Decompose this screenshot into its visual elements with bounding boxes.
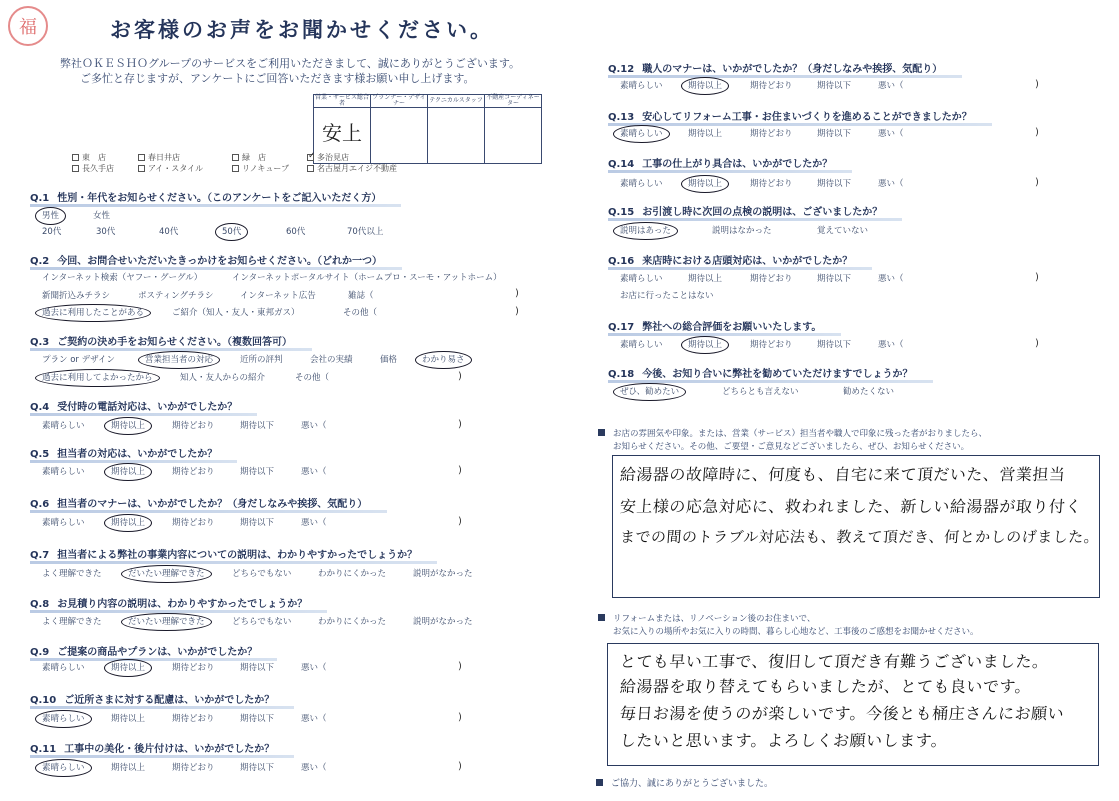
q1-option-female[interactable]: 女性: [93, 211, 111, 221]
understand-option-selected[interactable]: だいたい理解できた: [128, 615, 205, 627]
branch-checkbox[interactable]: [138, 152, 180, 163]
rating-option[interactable]: 期待どおり: [172, 714, 215, 724]
close-paren: ): [1035, 79, 1039, 90]
branch-label: 東 店: [82, 153, 106, 162]
question-11: Q.11 工事中の美化・後片付けは、いかがでしたか？: [30, 740, 274, 755]
q15-option[interactable]: 覚えていない: [817, 226, 869, 236]
question-15: Q.15 お引渡し時に次回の点検の説明は、ございましたか？: [608, 203, 882, 218]
rating-option-selected[interactable]: 素晴らしい: [620, 127, 663, 139]
q2-option[interactable]: ご紹介（知人・友人・東邦ガス）: [172, 308, 300, 318]
rating-option[interactable]: 期待以下: [817, 179, 852, 189]
footer-thanks: ご協力、誠にありがとうございました。: [596, 776, 773, 789]
question-14: Q.14 工事の仕上がり具合は、いかがでしたか？: [608, 155, 832, 170]
q1-option-male[interactable]: 男性: [42, 209, 59, 221]
rating-option-selected[interactable]: 期待以上: [688, 338, 722, 350]
branch-checkbox[interactable]: [232, 163, 289, 174]
close-paren: ): [458, 712, 462, 723]
rating-option[interactable]: 素晴らしい: [42, 421, 85, 431]
understand-option[interactable]: どちらでもない: [232, 617, 292, 627]
branch-label: 名古屋月エイジ不動産: [317, 164, 397, 173]
rating-option[interactable]: 素晴らしい: [42, 467, 85, 477]
company-seal: 福: [8, 6, 48, 46]
understand-option-selected[interactable]: だいたい理解できた: [128, 567, 205, 579]
rating-option-selected[interactable]: 期待以上: [111, 419, 145, 431]
comment-1-line: 安上様の応急対応に、救われました、新しい給湯器が取り付く: [619, 497, 1083, 516]
q1-age-20[interactable]: 20代: [42, 227, 62, 237]
q2-option[interactable]: インターネット広告: [240, 291, 316, 301]
comment-1-line: までの間のトラブル対応法も、教えて頂だき、何とかしのげました。: [619, 528, 1100, 546]
branch-label: 緑 店: [242, 153, 266, 162]
rating-option[interactable]: 悪い（: [301, 518, 327, 528]
rating-option[interactable]: 期待以下: [240, 763, 275, 773]
rating-option-selected[interactable]: 期待以上: [111, 465, 145, 477]
checkbox-icon: [72, 154, 79, 161]
q3-option[interactable]: 会社の実績: [310, 355, 353, 365]
q3-option[interactable]: その他（: [295, 373, 330, 383]
comment-2-line: 給湯器を取り替えてもらいましたが、とても良いです。: [619, 677, 1032, 696]
question-3: Q.3 ご契約の決め手をお知らせください。（複数回答可）: [30, 333, 292, 348]
understand-option[interactable]: 説明がなかった: [413, 569, 473, 579]
comment-2-line: とても早い工事で、復旧して頂だき有難うございました。: [619, 652, 1050, 671]
q18-option[interactable]: どちらとも言えない: [722, 387, 799, 397]
rating-option[interactable]: 期待どおり: [750, 179, 793, 189]
rating-option[interactable]: 悪い（: [301, 467, 327, 477]
rating-option[interactable]: 期待以下: [240, 467, 275, 477]
close-paren: ): [458, 516, 462, 527]
branch-label: アイ・スタイル: [148, 164, 204, 173]
q2-option[interactable]: その他（: [343, 308, 378, 318]
rating-option[interactable]: 期待以下: [240, 663, 275, 673]
rating-option[interactable]: 悪い（: [301, 763, 327, 773]
checkbox-icon: [72, 165, 79, 172]
q2-option[interactable]: ポスティングチラシ: [138, 291, 214, 301]
rating-option[interactable]: 期待以下: [817, 129, 852, 139]
close-paren: ): [458, 419, 462, 430]
rating-option[interactable]: 素晴らしい: [620, 81, 663, 91]
rating-option[interactable]: 素晴らしい: [620, 274, 663, 284]
checkbox-icon: [138, 165, 145, 172]
rating-option-selected[interactable]: 期待以上: [688, 177, 722, 189]
rating-option-selected[interactable]: 素晴らしい: [42, 761, 85, 773]
branch-checkbox[interactable]: [232, 152, 266, 163]
branch-checkbox[interactable]: [307, 163, 397, 174]
q2-option-selected[interactable]: 過去に利用したことがある: [42, 306, 144, 318]
close-paren: ): [458, 465, 462, 476]
q3-option[interactable]: 価格: [380, 355, 398, 365]
question-9: Q.9 ご提案の商品やプランは、いかがでしたか？: [30, 643, 257, 658]
staff-name-technical[interactable]: [428, 108, 485, 164]
rating-option[interactable]: 期待以上: [688, 129, 723, 139]
rating-option[interactable]: 期待以下: [817, 340, 852, 350]
close-paren: ): [1035, 127, 1039, 138]
branch-label: 春日井店: [148, 153, 180, 162]
rating-option[interactable]: 期待どおり: [172, 518, 215, 528]
question-13: Q.13 安心してリフォーム工事・お住まいづくりを進めることができましたか？: [608, 108, 972, 123]
staff-col-sales: 営業・サービス総合者: [314, 94, 369, 107]
q1-age-70[interactable]: 70代以上: [347, 227, 384, 237]
question-8: Q.8 お見積り内容の説明は、わかりやすかったでしょうか？: [30, 595, 307, 610]
bullet-square-icon: [598, 429, 605, 436]
branch-checkbox[interactable]: [72, 163, 114, 174]
rating-option[interactable]: 期待どおり: [750, 81, 793, 91]
close-paren: ): [515, 306, 519, 317]
rating-option[interactable]: 期待以下: [817, 81, 852, 91]
rating-option[interactable]: 悪い（: [878, 340, 904, 350]
close-paren: ): [458, 661, 462, 672]
rating-option[interactable]: 期待以上: [111, 714, 146, 724]
staff-name-handwritten: 安上: [322, 120, 362, 145]
close-paren: ): [1035, 272, 1039, 283]
question-2: Q.2 今回、お問合せいただいたきっかけをお知らせください。（どれか一つ）: [30, 252, 382, 267]
q2-option[interactable]: インターネットポータルサイト（ホームプロ・スーモ・アットホーム）: [232, 273, 502, 283]
close-paren: ): [1035, 177, 1039, 188]
question-10: Q.10 ご近所さまに対する配慮は、いかがでしたか？: [30, 691, 274, 706]
question-6: Q.6 担当者のマナーは、いかがでしたか？（身だしなみや挨拶、気配り）: [30, 495, 367, 510]
close-paren: ): [458, 761, 462, 772]
branch-label: リノキューブ: [242, 164, 289, 173]
close-paren: ): [458, 371, 462, 382]
q2-option[interactable]: 新聞折込みチラシ: [42, 291, 111, 301]
rating-option[interactable]: 期待どおり: [750, 340, 793, 350]
rating-option[interactable]: 悪い（: [301, 421, 327, 431]
q3-option-selected[interactable]: 営業担当者の対応: [145, 353, 213, 365]
branch-label: 長久手店: [82, 164, 114, 173]
comment-2-line: 毎日お湯を使うのが楽しいです。今後とも桶庄さんにお願い: [619, 704, 1065, 723]
rating-option[interactable]: 期待以上: [688, 274, 723, 284]
question-16: Q.16 来店時における店頭対応は、いかがでしたか？: [608, 252, 852, 267]
question-12: Q.12 職人のマナーは、いかがでしたか？（身だしなみや挨拶、気配り）: [608, 60, 942, 75]
q1-age-40[interactable]: 40代: [159, 227, 179, 237]
rating-option-selected[interactable]: 期待以上: [111, 516, 145, 528]
rating-option[interactable]: 期待どおり: [750, 129, 793, 139]
rating-option[interactable]: 悪い（: [301, 714, 327, 724]
staff-name-realestate[interactable]: [485, 108, 542, 164]
checkbox-icon: [307, 165, 314, 172]
comment-1-line: 給湯器の故障時に、何度も、自宅に来て頂だいた、営業担当: [619, 465, 1067, 484]
rating-option[interactable]: 悪い（: [878, 274, 904, 284]
rating-option[interactable]: 期待以下: [240, 421, 275, 431]
question-7: Q.7 担当者による弊社の事業内容についての説明は、わかりやすかったでしょうか？: [30, 546, 417, 561]
rating-option[interactable]: 期待どおり: [172, 763, 215, 773]
rating-option[interactable]: 期待どおり: [172, 421, 215, 431]
rating-option[interactable]: 期待どおり: [172, 663, 215, 673]
q18-option-selected[interactable]: ぜひ、勧めたい: [620, 385, 679, 397]
q3-option-selected[interactable]: わかり易さ: [422, 353, 465, 365]
rating-option-selected[interactable]: 期待以上: [111, 661, 145, 673]
rating-option[interactable]: 期待どおり: [750, 274, 793, 284]
understand-option[interactable]: よく理解できた: [42, 569, 102, 579]
intro-line-1: 弊社ＯＫＥＳＨＯグループのサービスをご利用いただきまして、誠にありがとうございます。: [60, 57, 521, 70]
question-1: Q.1 性別・年代をお知らせください。（このアンケートをご記入いただく方）: [30, 189, 381, 204]
q3-option[interactable]: 知人・友人からの紹介: [180, 373, 266, 383]
branch-checkbox-checked[interactable]: [307, 152, 349, 163]
q1-age-60[interactable]: 60代: [286, 227, 306, 237]
rating-option[interactable]: 素晴らしい: [42, 518, 85, 528]
understand-option[interactable]: どちらでもない: [232, 569, 292, 579]
comment-2-heading: リフォームまたは、リノベーション後のお住まいで、 お気に入りの場所やお気に入りの時間、暮らし心地など、工事後のご感想をお聞かせください。: [598, 613, 979, 639]
question-17: Q.17 弊社への総合評価をお願いいたします。: [608, 318, 821, 333]
rating-option[interactable]: 期待以上: [111, 763, 146, 773]
page-title: お客様のお声をお聞かせください。: [110, 18, 494, 42]
q2-option[interactable]: 雑誌（: [348, 291, 374, 301]
checkbox-icon: [138, 154, 145, 161]
question-4: Q.4 受付時の電話対応は、いかがでしたか？: [30, 398, 237, 413]
understand-option[interactable]: わかりにくかった: [318, 617, 387, 627]
branch-checkbox[interactable]: [72, 152, 106, 163]
close-paren: ): [1035, 338, 1039, 349]
q1-age-50[interactable]: 50代: [222, 225, 241, 237]
checkbox-checked-icon: ✓: [308, 151, 316, 161]
question-18: Q.18 今後、お知り合いに弊社を勧めていただけますでしょうか？: [608, 365, 913, 380]
q3-option[interactable]: 近所の評判: [240, 355, 283, 365]
rating-option[interactable]: 期待以下: [240, 518, 275, 528]
intro-line-2: ご多忙と存じますが、アンケートにご回答いただきます様お願い申し上げます。: [80, 72, 475, 85]
rating-option[interactable]: 素晴らしい: [620, 179, 663, 189]
close-paren: ): [515, 288, 519, 299]
staff-col-planner: プランナー・デザイナー: [372, 94, 426, 107]
understand-option[interactable]: よく理解できた: [42, 617, 102, 627]
rating-option[interactable]: 悪い（: [878, 81, 904, 91]
rating-option[interactable]: 悪い（: [878, 179, 904, 189]
staff-col-technical: テクニカルスタッフ: [428, 95, 485, 108]
rating-option[interactable]: 悪い（: [301, 663, 327, 673]
comment-1-heading: お店の雰囲気や印象。または、営業（サービス）担当者や職人で印象に残った者がおりましたら、 お知らせください。その他、ご要望・ご意見などございましたら、ぜひ、お知らせください。: [598, 428, 987, 454]
rating-option-selected[interactable]: 期待以上: [688, 79, 722, 91]
rating-option[interactable]: 期待以下: [240, 714, 275, 724]
rating-option[interactable]: 期待以下: [817, 274, 852, 284]
q3-option[interactable]: プラン or デザイン: [42, 355, 116, 365]
question-5: Q.5 担当者の対応は、いかがでしたか？: [30, 445, 217, 460]
bullet-square-icon: [598, 614, 605, 621]
branch-checkbox[interactable]: [138, 163, 203, 174]
rating-option[interactable]: 悪い（: [878, 129, 904, 139]
branch-label: 多治見店: [317, 153, 349, 162]
q18-option[interactable]: 勧めたくない: [843, 387, 895, 397]
q15-option[interactable]: 説明はなかった: [712, 226, 772, 236]
understand-option[interactable]: 説明がなかった: [413, 617, 473, 627]
rating-option[interactable]: 素晴らしい: [620, 340, 663, 350]
checkbox-icon: [232, 165, 239, 172]
q2-option[interactable]: インターネット検索（ヤフー・グーグル）: [42, 273, 203, 283]
rating-option-selected[interactable]: 素晴らしい: [42, 712, 85, 724]
rating-option[interactable]: 期待どおり: [172, 467, 215, 477]
q1-age-30[interactable]: 30代: [96, 227, 116, 237]
q15-option-selected[interactable]: 説明はあった: [620, 224, 671, 236]
rating-option[interactable]: 素晴らしい: [42, 663, 85, 673]
staff-name-planner[interactable]: [371, 108, 428, 164]
staff-col-realestate: 不動産コーディネーター: [486, 94, 540, 107]
understand-option[interactable]: わかりにくかった: [318, 569, 387, 579]
q16-option-not-visited[interactable]: お店に行ったことはない: [620, 291, 714, 301]
q3-option-selected[interactable]: 過去に利用してよかったから: [42, 371, 153, 383]
bullet-square-icon: [596, 779, 603, 786]
comment-2-line: したいと思います。よろしくお願いします。: [619, 731, 949, 750]
checkbox-icon: [232, 154, 239, 161]
